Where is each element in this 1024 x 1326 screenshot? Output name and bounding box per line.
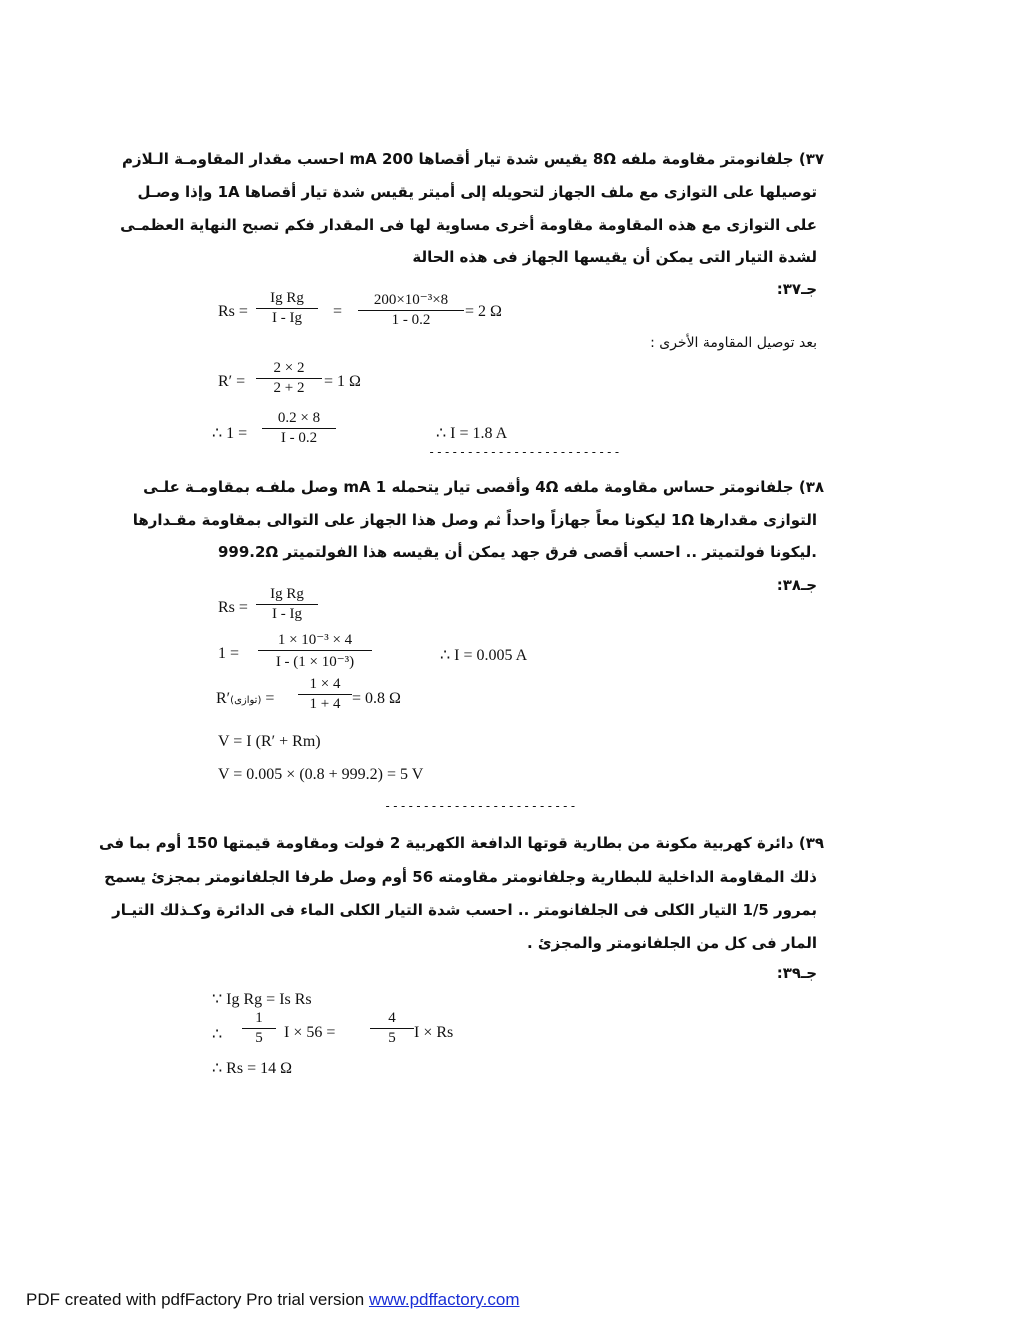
pdf-footer <box>26 1290 520 1310</box>
q38-rp-num: 1 × 4 <box>298 676 352 695</box>
q39-eq3: ∴ Rs = 14 Ω <box>212 1060 292 1077</box>
q38-rs-fraction <box>256 586 318 623</box>
q39-line-2: ذلك المقاومة الداخلية للبطارية وجلفانومتر مقاومته 56 أوم وصل طرفا الجلفانومتر بمجزئ يسمح <box>104 868 817 886</box>
q38-one-fraction <box>258 630 372 671</box>
q39-eq2-end: I × Rs <box>414 1024 454 1041</box>
q39-eq2-lhs: ∴ <box>212 1026 223 1043</box>
q38-line-2: التوازى مقدارها 1Ω ليكونا معاً جهازاً واحداً ثم وصل هذا الجهاز على التوالى بمقاومة مقـدارها <box>132 511 817 529</box>
q38-rs-lhs: Rs = <box>218 599 248 616</box>
q37-line-1: ٣٧) جلفانومتر مقاومة ملفه 8Ω يقيس شدة تيار أقصاها 200 mA احسب مقدار المقاومـة الـلازم <box>121 150 824 168</box>
q38-rp-den: 1 + 4 <box>309 696 341 712</box>
q39-eq2-f2-den: 5 <box>388 1030 396 1046</box>
q37-rp-fraction <box>256 360 322 397</box>
q37-i-fraction <box>262 410 336 447</box>
q39-eq2-f2-num: 4 <box>370 1010 414 1029</box>
q38-i-result: ∴ I = 0.005 A <box>440 647 528 664</box>
q38-rs-num: Ig Rg <box>256 586 318 605</box>
q37-i-lhs: ∴ 1 = <box>212 425 248 442</box>
q39-eq1: ∵ Ig Rg = Is Rs <box>212 991 312 1008</box>
q37-rp-num: 2 × 2 <box>256 360 322 379</box>
q37-rs-f2-den: 1 - 0.2 <box>391 312 431 328</box>
q39-eq2-f1-den: 5 <box>255 1030 263 1046</box>
q39-eq2-fraction-2 <box>370 1010 414 1047</box>
q38-rp-lhs-group <box>216 690 274 708</box>
q39-line-3: بمرور 1/5 التيار الكلى فى الجلفانومتر .. احسب شدة التيار الكلى الماء فى الدائرة وكـذلك التيـار <box>112 901 817 919</box>
q39-eq2-f1-num: 1 <box>242 1010 276 1029</box>
q38-divider: ------------------------- <box>384 799 578 813</box>
q38-one-lhs: 1 = <box>218 645 240 662</box>
q37-divider: ------------------------- <box>428 445 622 459</box>
q38-rp-lhs: R′ <box>216 690 231 707</box>
q37-i-den: I - 0.2 <box>280 430 318 446</box>
q37-rs-lhs: Rs = <box>218 303 248 320</box>
q38-line-3: 999.2Ω ليكونا فولتميتر .. احسب أقصى فرق جهد يمكن أن يقيسه هذا الفولتميتر. <box>217 543 817 561</box>
q39-line-1: ٣٩) دائرة كهربية مكونة من بطارية قوتها الدافعة الكهربية 2 فولت ومقاومة قيمتها 150 أوم بما فى <box>99 834 824 852</box>
q38-answer-label: جـ٣٨: <box>776 576 817 594</box>
footer-prefix: PDF created with pdfFactory Pro trial version <box>26 1290 369 1309</box>
q37-i-num: 0.2 × 8 <box>262 410 336 429</box>
q38-v-calc: V = 0.005 × (0.8 + 999.2) = 5 V <box>218 766 424 783</box>
q38-one-den: I - (1 × 10⁻³) <box>275 654 355 670</box>
q37-line-4: لشدة التيار التى يمكن أن يقيسها الجهاز فى هذه الحالة <box>412 248 817 266</box>
q39-answer-label: جـ٣٩: <box>776 964 817 982</box>
q38-line-1: ٣٨) جلفانومتر حساس مقاومة ملفه 4Ω وأقصى تيار يتحمله 1 mA وصل ملفـه بمقاومـة علـى <box>143 478 824 496</box>
q37-rs-f2-num: 200×10⁻³×8 <box>358 290 464 311</box>
q39-eq2-fraction-1 <box>242 1010 276 1047</box>
q37-rs-f1-den: I - Ig <box>272 310 302 326</box>
q39-eq2-mid: I × 56 = <box>284 1024 336 1041</box>
q38-v-formula: V = I (R′ + Rm) <box>218 733 321 750</box>
q37-rs-result: = 2 Ω <box>465 303 502 320</box>
q37-answer-label: جـ٣٧: <box>776 280 817 298</box>
q37-i-result: ∴ I = 1.8 A <box>436 425 508 442</box>
q37-rs-fraction-1 <box>256 290 318 327</box>
q37-rs-f1-num: Ig Rg <box>256 290 318 309</box>
q37-after-connect: بعد توصيل المقاومة الأخرى : <box>650 335 817 351</box>
q38-rp-sub: (توازى) <box>230 695 262 706</box>
footer-link[interactable]: www.pdffactory.com <box>368 1290 520 1309</box>
q37-rp-lhs: R′ = <box>218 373 246 390</box>
q37-line-2: توصيلها على التوازى مع ملف الجهاز لتحويله إلى أميتر يقيس شدة تيار أقصاها 1A وإذا وصـل <box>137 183 817 201</box>
q38-rs-den: I - Ig <box>272 606 302 622</box>
q39-line-4: المار فى كل من الجلفانومتر والمجزئ . <box>527 934 817 952</box>
q38-rp-fraction <box>298 676 352 713</box>
q37-rp-den: 2 + 2 <box>273 380 305 396</box>
q37-rs-fraction-2 <box>358 290 464 329</box>
q38-rp-eq: = <box>265 690 275 707</box>
q37-line-3: على التوازى مع هذه المقاومة مقاومة أخرى مساوية لها فى المقدار فكم تصبح النهاية العظمـى <box>120 216 817 234</box>
q37-rp-result: = 1 Ω <box>324 373 361 390</box>
q38-rp-result: = 0.8 Ω <box>352 690 401 707</box>
q38-one-num: 1 × 10⁻³ × 4 <box>258 630 372 651</box>
q37-rs-eq: = <box>333 303 343 320</box>
